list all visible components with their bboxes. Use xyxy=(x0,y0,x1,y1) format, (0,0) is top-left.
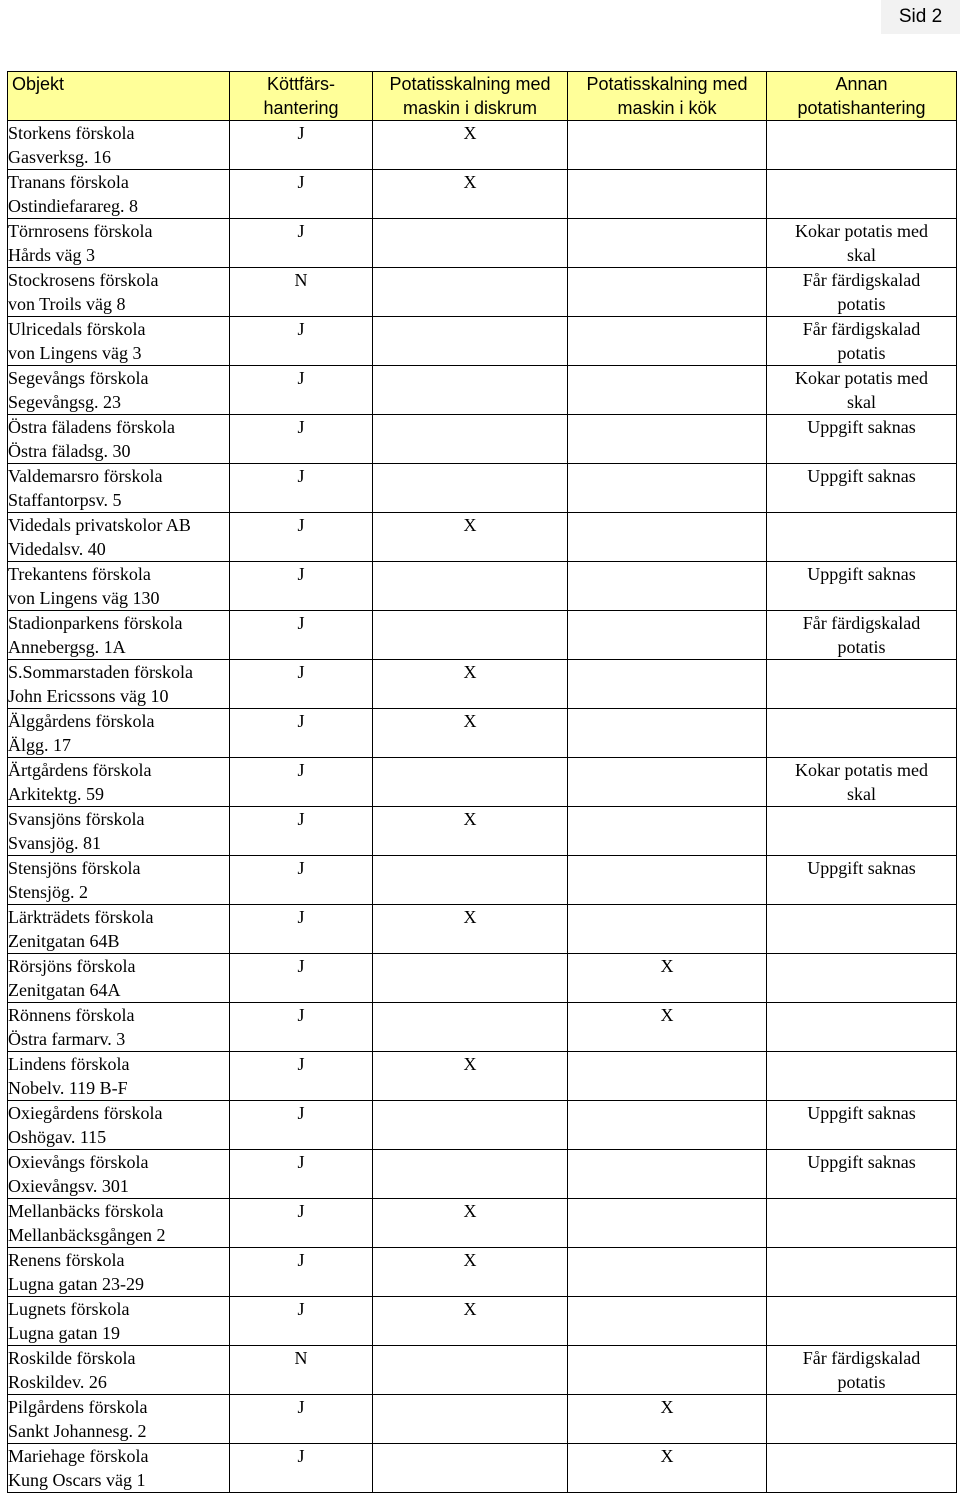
kottfars-cell: N xyxy=(230,268,373,317)
kottfars-cell: J xyxy=(230,1052,373,1101)
annan-cell xyxy=(767,1395,957,1444)
preschool-address: Kung Oscars väg 1 xyxy=(8,1470,146,1490)
kok-cell: X xyxy=(568,954,767,1003)
diskrum-cell xyxy=(373,464,568,513)
objekt-cell xyxy=(8,1101,230,1150)
objekt-cell xyxy=(8,856,230,905)
preschool-address: Zenitgatan 64B xyxy=(8,931,120,951)
preschool-name: Videdals privatskolor AB xyxy=(8,515,191,535)
diskrum-cell: X xyxy=(373,1199,568,1248)
objekt-cell xyxy=(8,1052,230,1101)
preschool-potato-table xyxy=(7,71,957,1493)
kok-cell: X xyxy=(568,1444,767,1493)
annan-cell xyxy=(767,1248,957,1297)
kok-cell xyxy=(568,758,767,807)
table-row xyxy=(8,366,957,415)
diskrum-cell: X xyxy=(373,1248,568,1297)
objekt-cell xyxy=(8,562,230,611)
header-objekt: Objekt xyxy=(8,72,230,121)
objekt-cell xyxy=(8,709,230,758)
annan-cell xyxy=(767,1444,957,1493)
preschool-name: Lugnets förskola xyxy=(8,1299,130,1319)
table-row xyxy=(8,1346,957,1395)
preschool-address: Sankt Johannesg. 2 xyxy=(8,1421,147,1441)
table-row xyxy=(8,1395,957,1444)
kottfars-cell: J xyxy=(230,1248,373,1297)
preschool-name: Stadionparkens förskola xyxy=(8,613,183,633)
annan-cell: Kokar potatis med skal xyxy=(767,366,957,415)
table-row xyxy=(8,856,957,905)
annan-cell xyxy=(767,807,957,856)
preschool-name: S.Sommarstaden förskola xyxy=(8,662,193,682)
objekt-cell xyxy=(8,1297,230,1346)
objekt-cell xyxy=(8,464,230,513)
annan-cell xyxy=(767,170,957,219)
preschool-address: Östra farmarv. 3 xyxy=(8,1029,126,1049)
objekt-cell xyxy=(8,121,230,170)
objekt-cell xyxy=(8,1346,230,1395)
preschool-name: Tranans förskola xyxy=(8,172,129,192)
table-header-row xyxy=(8,72,957,121)
kottfars-cell: J xyxy=(230,1199,373,1248)
kok-cell xyxy=(568,856,767,905)
header-kok: Potatisskalning med maskin i kök xyxy=(568,72,767,121)
kottfars-cell: J xyxy=(230,464,373,513)
diskrum-cell: X xyxy=(373,807,568,856)
diskrum-cell: X xyxy=(373,660,568,709)
kottfars-cell: J xyxy=(230,317,373,366)
kok-cell xyxy=(568,170,767,219)
annan-cell xyxy=(767,660,957,709)
annan-cell: Uppgift saknas xyxy=(767,464,957,513)
preschool-name: Pilgårdens förskola xyxy=(8,1397,148,1417)
table-row xyxy=(8,415,957,464)
table-row xyxy=(8,1052,957,1101)
kottfars-cell: J xyxy=(230,1297,373,1346)
objekt-cell xyxy=(8,1150,230,1199)
kottfars-cell: J xyxy=(230,170,373,219)
diskrum-cell xyxy=(373,317,568,366)
kottfars-cell: J xyxy=(230,415,373,464)
kottfars-cell: J xyxy=(230,562,373,611)
preschool-address: Lugna gatan 23-29 xyxy=(8,1274,144,1294)
kok-cell xyxy=(568,415,767,464)
preschool-name: Stensjöns förskola xyxy=(8,858,141,878)
kottfars-cell: J xyxy=(230,1101,373,1150)
table-row xyxy=(8,1003,957,1052)
kok-cell xyxy=(568,709,767,758)
preschool-name: Mariehage förskola xyxy=(8,1446,149,1466)
annan-cell xyxy=(767,1199,957,1248)
kok-cell xyxy=(568,219,767,268)
diskrum-cell xyxy=(373,1101,568,1150)
kottfars-cell: J xyxy=(230,660,373,709)
preschool-address: von Lingens väg 130 xyxy=(8,588,160,608)
table-row xyxy=(8,464,957,513)
diskrum-cell xyxy=(373,856,568,905)
preschool-address: Arkitektg. 59 xyxy=(8,784,104,804)
kok-cell xyxy=(568,317,767,366)
annan-cell: Kokar potatis med skal xyxy=(767,758,957,807)
kok-cell xyxy=(568,1346,767,1395)
table-row xyxy=(8,1444,957,1493)
page-number-label: Sid 2 xyxy=(881,0,960,34)
objekt-cell xyxy=(8,1395,230,1444)
table-row xyxy=(8,219,957,268)
annan-cell: Får färdigskalad potatis xyxy=(767,1346,957,1395)
diskrum-cell xyxy=(373,268,568,317)
preschool-name: Oxievångs förskola xyxy=(8,1152,149,1172)
diskrum-cell xyxy=(373,1003,568,1052)
kok-cell xyxy=(568,1101,767,1150)
preschool-address: Gasverksg. 16 xyxy=(8,147,111,167)
diskrum-cell: X xyxy=(373,170,568,219)
kok-cell xyxy=(568,660,767,709)
table-row xyxy=(8,611,957,660)
table-row xyxy=(8,121,957,170)
diskrum-cell: X xyxy=(373,121,568,170)
preschool-address: Mellanbäcksgången 2 xyxy=(8,1225,166,1245)
table-row xyxy=(8,562,957,611)
annan-cell: Uppgift saknas xyxy=(767,1101,957,1150)
kottfars-cell: J xyxy=(230,1395,373,1444)
annan-cell xyxy=(767,709,957,758)
objekt-cell xyxy=(8,317,230,366)
kottfars-cell: J xyxy=(230,758,373,807)
preschool-name: Lärkträdets förskola xyxy=(8,907,154,927)
kok-cell xyxy=(568,1199,767,1248)
preschool-name: Rörsjöns förskola xyxy=(8,956,136,976)
preschool-name: Ulricedals förskola xyxy=(8,319,146,339)
annan-cell xyxy=(767,1052,957,1101)
preschool-name: Törnrosens förskola xyxy=(8,221,153,241)
kottfars-cell: J xyxy=(230,366,373,415)
table-row xyxy=(8,807,957,856)
annan-cell xyxy=(767,1003,957,1052)
preschool-address: Svansjög. 81 xyxy=(8,833,102,853)
preschool-name: Oxiegårdens förskola xyxy=(8,1103,163,1123)
objekt-cell xyxy=(8,366,230,415)
kottfars-cell: J xyxy=(230,905,373,954)
annan-cell xyxy=(767,954,957,1003)
preschool-name: Svansjöns förskola xyxy=(8,809,145,829)
annan-cell: Kokar potatis med skal xyxy=(767,219,957,268)
preschool-address: Älgg. 17 xyxy=(8,735,71,755)
table-row xyxy=(8,954,957,1003)
kottfars-cell: J xyxy=(230,1150,373,1199)
table-row xyxy=(8,758,957,807)
table-row xyxy=(8,1248,957,1297)
preschool-name: Renens förskola xyxy=(8,1250,125,1270)
preschool-name: Mellanbäcks förskola xyxy=(8,1201,164,1221)
diskrum-cell xyxy=(373,366,568,415)
diskrum-cell xyxy=(373,1444,568,1493)
preschool-address: Oshögav. 115 xyxy=(8,1127,107,1147)
diskrum-cell xyxy=(373,1395,568,1444)
diskrum-cell xyxy=(373,1346,568,1395)
annan-cell xyxy=(767,1297,957,1346)
diskrum-cell xyxy=(373,219,568,268)
annan-cell: Får färdigskalad potatis xyxy=(767,268,957,317)
preschool-name: Lindens förskola xyxy=(8,1054,130,1074)
preschool-address: John Ericssons väg 10 xyxy=(8,686,169,706)
preschool-name: Älggårdens förskola xyxy=(8,711,155,731)
annan-cell: Uppgift saknas xyxy=(767,415,957,464)
preschool-address: Roskildev. 26 xyxy=(8,1372,107,1392)
annan-cell: Uppgift saknas xyxy=(767,562,957,611)
diskrum-cell xyxy=(373,611,568,660)
diskrum-cell: X xyxy=(373,513,568,562)
diskrum-cell xyxy=(373,954,568,1003)
kok-cell: X xyxy=(568,1395,767,1444)
table-row xyxy=(8,660,957,709)
preschool-name: Trekantens förskola xyxy=(8,564,151,584)
kottfars-cell: J xyxy=(230,121,373,170)
table-row xyxy=(8,1150,957,1199)
kok-cell xyxy=(568,464,767,513)
objekt-cell xyxy=(8,954,230,1003)
kok-cell xyxy=(568,121,767,170)
objekt-cell xyxy=(8,1003,230,1052)
preschool-address: Nobelv. 119 B-F xyxy=(8,1078,128,1098)
kok-cell xyxy=(568,366,767,415)
table-row xyxy=(8,1199,957,1248)
annan-cell: Uppgift saknas xyxy=(767,1150,957,1199)
diskrum-cell xyxy=(373,562,568,611)
preschool-name: Ärtgårdens förskola xyxy=(8,760,152,780)
preschool-address: von Lingens väg 3 xyxy=(8,343,142,363)
objekt-cell xyxy=(8,513,230,562)
kottfars-cell: J xyxy=(230,709,373,758)
kottfars-cell: J xyxy=(230,807,373,856)
preschool-name: Valdemarsro förskola xyxy=(8,466,163,486)
preschool-name: Storkens förskola xyxy=(8,123,135,143)
diskrum-cell xyxy=(373,1150,568,1199)
kok-cell: X xyxy=(568,1003,767,1052)
kottfars-cell: J xyxy=(230,219,373,268)
table-row xyxy=(8,170,957,219)
preschool-name: Segevångs förskola xyxy=(8,368,149,388)
kok-cell xyxy=(568,1150,767,1199)
preschool-name: Rönnens förskola xyxy=(8,1005,135,1025)
annan-cell: Får färdigskalad potatis xyxy=(767,611,957,660)
kok-cell xyxy=(568,807,767,856)
preschool-address: Oxievångsv. 301 xyxy=(8,1176,129,1196)
preschool-address: Videdalsv. 40 xyxy=(8,539,106,559)
annan-cell: Uppgift saknas xyxy=(767,856,957,905)
kottfars-cell: J xyxy=(230,513,373,562)
preschool-address: Staffantorpsv. 5 xyxy=(8,490,122,510)
annan-cell xyxy=(767,513,957,562)
objekt-cell xyxy=(8,758,230,807)
objekt-cell xyxy=(8,219,230,268)
kok-cell xyxy=(568,905,767,954)
preschool-name: Roskilde förskola xyxy=(8,1348,136,1368)
diskrum-cell: X xyxy=(373,1052,568,1101)
diskrum-cell: X xyxy=(373,1297,568,1346)
objekt-cell xyxy=(8,660,230,709)
kottfars-cell: J xyxy=(230,611,373,660)
preschool-address: Zenitgatan 64A xyxy=(8,980,121,1000)
header-kottfars: Köttfärs- hantering xyxy=(230,72,373,121)
kok-cell xyxy=(568,268,767,317)
preschool-address: Lugna gatan 19 xyxy=(8,1323,120,1343)
header-annan: Annan potatishantering xyxy=(767,72,957,121)
objekt-cell xyxy=(8,268,230,317)
preschool-address: Stensjög. 2 xyxy=(8,882,89,902)
table-row xyxy=(8,1297,957,1346)
preschool-name: Stockrosens förskola xyxy=(8,270,159,290)
preschool-address: Hårds väg 3 xyxy=(8,245,95,265)
annan-cell xyxy=(767,121,957,170)
table-row xyxy=(8,905,957,954)
table-row xyxy=(8,317,957,366)
annan-cell xyxy=(767,905,957,954)
annan-cell: Får färdigskalad potatis xyxy=(767,317,957,366)
table-row xyxy=(8,1101,957,1150)
objekt-cell xyxy=(8,1248,230,1297)
objekt-cell xyxy=(8,611,230,660)
diskrum-cell: X xyxy=(373,905,568,954)
kottfars-cell: J xyxy=(230,954,373,1003)
kottfars-cell: J xyxy=(230,1444,373,1493)
objekt-cell xyxy=(8,1199,230,1248)
kottfars-cell: J xyxy=(230,856,373,905)
kok-cell xyxy=(568,611,767,660)
objekt-cell xyxy=(8,905,230,954)
table-row xyxy=(8,513,957,562)
table-row xyxy=(8,709,957,758)
diskrum-cell: X xyxy=(373,709,568,758)
objekt-cell xyxy=(8,1444,230,1493)
preschool-address: Annebergsg. 1A xyxy=(8,637,126,657)
preschool-address: Östra fäladsg. 30 xyxy=(8,441,131,461)
preschool-name: Östra fäladens förskola xyxy=(8,417,175,437)
preschool-address: Ostindiefarareg. 8 xyxy=(8,196,138,216)
kok-cell xyxy=(568,562,767,611)
diskrum-cell xyxy=(373,758,568,807)
kottfars-cell: J xyxy=(230,1003,373,1052)
table-row xyxy=(8,268,957,317)
kottfars-cell: N xyxy=(230,1346,373,1395)
kok-cell xyxy=(568,513,767,562)
preschool-address: Segevångsg. 23 xyxy=(8,392,121,412)
table-body xyxy=(8,121,957,1493)
objekt-cell xyxy=(8,415,230,464)
objekt-cell xyxy=(8,807,230,856)
preschool-address: von Troils väg 8 xyxy=(8,294,126,314)
kok-cell xyxy=(568,1052,767,1101)
kok-cell xyxy=(568,1248,767,1297)
kok-cell xyxy=(568,1297,767,1346)
header-diskrum: Potatisskalning med maskin i diskrum xyxy=(373,72,568,121)
diskrum-cell xyxy=(373,415,568,464)
objekt-cell xyxy=(8,170,230,219)
